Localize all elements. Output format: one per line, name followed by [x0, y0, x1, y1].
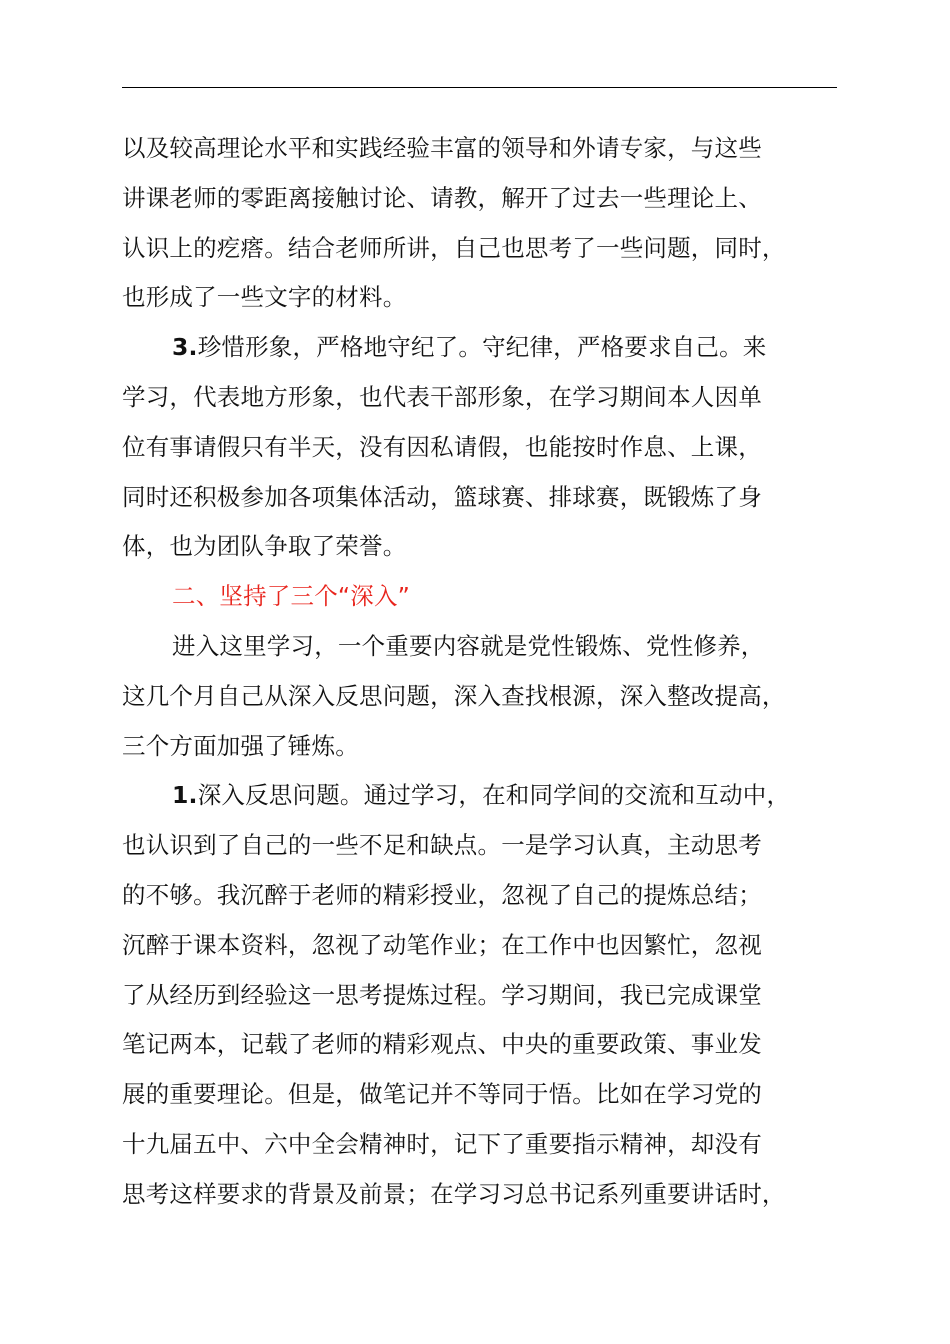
paragraph-line: 也形成了一些文字的材料。	[122, 283, 407, 312]
paragraph-line: 的不够。我沉醉于老师的精彩授业，忽视了自己的提炼总结；	[122, 880, 762, 909]
paragraph-line: 三个方面加强了锤炼。	[122, 731, 359, 760]
paragraph-line: 进入这里学习，一个重要内容就是党性锻炼、党性修养，	[172, 631, 765, 660]
paragraph-line: 沉醉于课本资料，忽视了动笔作业；在工作中也因繁忙，忽视	[122, 930, 762, 959]
paragraph-line: 十九届五中、六中全会精神时，记下了重要指示精神，却没有	[122, 1129, 762, 1158]
paragraph-line: 体，也为团队争取了荣誉。	[122, 532, 407, 561]
paragraph-line: 这几个月自己从深入反思问题，深入查找根源，深入整改提高，	[122, 681, 786, 710]
document-body	[122, 124, 840, 1220]
item-number: 1.	[172, 781, 198, 810]
paragraph-line: 思考这样要求的背景及前景；在学习习总书记系列重要讲话时，	[122, 1179, 786, 1208]
item-text: 珍惜形象，严格地守纪了。守纪律，严格要求自己。来	[197, 333, 767, 362]
paragraph-line: 同时还积极参加各项集体活动，篮球赛、排球赛，既锻炼了身	[122, 482, 762, 511]
paragraph-line: 位有事请假只有半天，没有因私请假，也能按时作息、上课，	[122, 432, 762, 461]
item-text: 深入反思问题。通过学习，在和同学间的交流和互动中，	[197, 781, 791, 810]
section-heading: 二、坚持了三个“深入”	[172, 582, 411, 611]
paragraph-line: 讲课老师的零距离接触讨论、请教，解开了过去一些理论上、	[122, 183, 762, 212]
paragraph-line: 了从经历到经验这一思考提炼过程。学习期间，我已完成课堂	[122, 980, 762, 1009]
header-rule	[122, 87, 837, 88]
paragraph-line: 学习，代表地方形象，也代表干部形象，在学习期间本人因单	[122, 382, 762, 411]
item-number: 3.	[172, 333, 198, 362]
paragraph-line: 认识上的疙瘩。结合老师所讲，自己也思考了一些问题，同时，	[122, 233, 786, 262]
paragraph-line: 展的重要理论。但是，做笔记并不等同于悟。比如在学习党的	[122, 1080, 762, 1109]
numbered-item-3-first-line	[122, 323, 840, 373]
numbered-item-1-first-line	[122, 771, 840, 821]
paragraph-line: 也认识到了自己的一些不足和缺点。一是学习认真，主动思考	[122, 831, 762, 860]
paragraph-line: 笔记两本，记载了老师的精彩观点、中央的重要政策、事业发	[122, 1030, 762, 1059]
paragraph-line: 以及较高理论水平和实践经验丰富的领导和外请专家，与这些	[122, 134, 762, 162]
